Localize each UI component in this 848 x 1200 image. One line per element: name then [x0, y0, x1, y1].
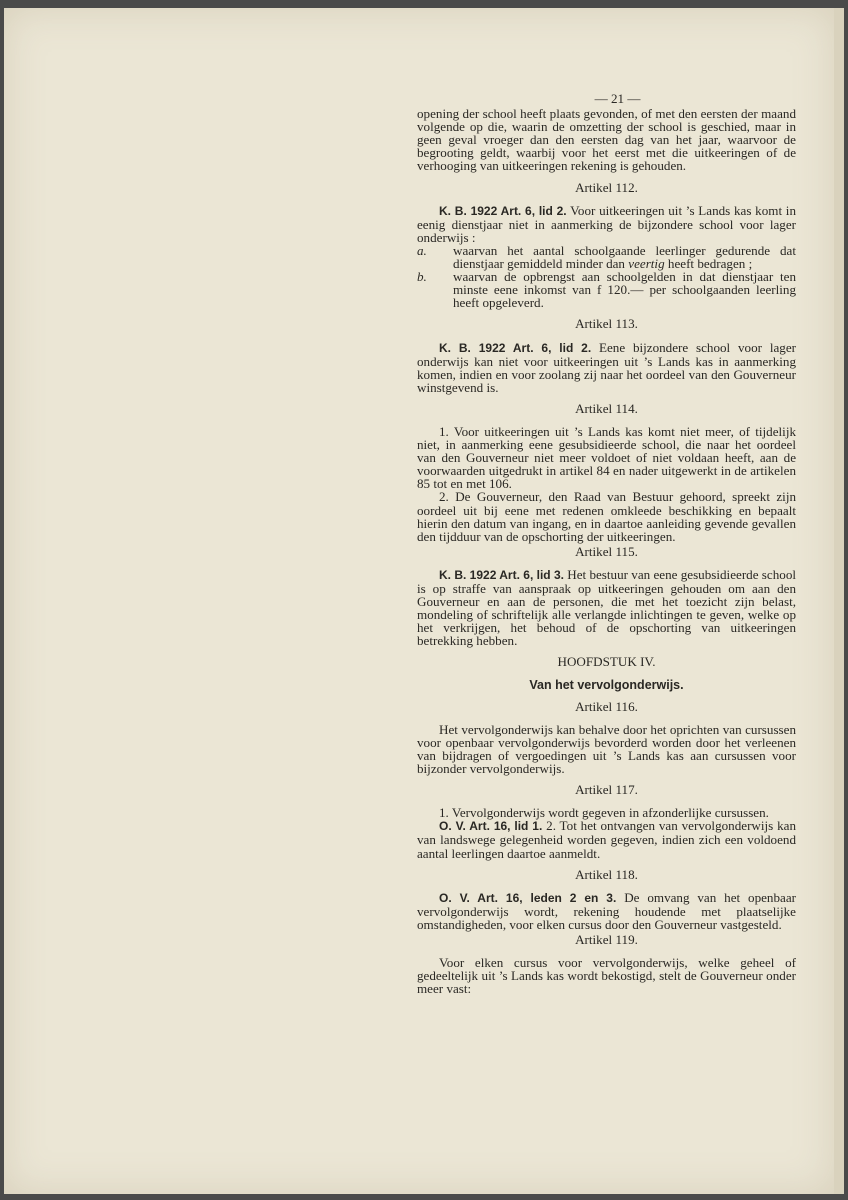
article-113-ref: K. B. 1922 Art. 6, lid 2. [439, 340, 592, 355]
article-115-ref: K. B. 1922 Art. 6, lid 3. [439, 567, 564, 582]
item-a-text-1: waarvan het aantal schoolgaande leerlinger gedurende dat dienstjaar gemiddeld minder dan [453, 242, 796, 272]
article-118-ref: O. V. Art. 16, leden 2 en 3. [439, 890, 617, 905]
item-a-label: a. [417, 242, 427, 258]
page-number: — 21 — [594, 91, 641, 106]
item-b-text: waarvan de opbrengst aan schoolgelden in dat dienstjaar ten minste eene inkomst van f 120.— per schoolgaanden leerling heeft opgeleverd. [453, 269, 796, 311]
article-118-body: De omvang van het openbaar vervolgonderwijs wordt, rekening houdende met plaatselijke omstandigheden, voor elken cursus door den Gouverneur vastgesteld. [417, 889, 797, 932]
article-115-body: Het bestuur van eene gesubsidieerde school is op straffe van aanspraak op uitkeeringen gehouden om aan den Gouverneur en aan de personen, die met het toezicht zijn belast, mondeling of schriftelijk alle verlangde inlichtingen te geven, welke op het verkrijgen, het behoud of de opschorting van uitkeeringen betrekking hebben. [417, 566, 796, 649]
chapter-heading: HOOFDSTUK IV. [557, 654, 656, 670]
article-119-heading: Artikel 119. [575, 931, 638, 947]
article-117-para-1: 1. Vervolgonderwijs wordt gegeven in afzonderlijke cursussen. [439, 805, 769, 821]
article-115-text [417, 568, 796, 648]
article-112-item-b [417, 270, 796, 309]
item-b-label: b. [417, 269, 427, 285]
article-117-heading: Artikel 117. [575, 782, 638, 798]
article-119-text: Voor elken cursus voor vervolgonderwijs, welke geheel of gedeeltelijk uit ’s Lands kas wordt bekostigd, stelt de Gouverneur onder meer vast: [417, 955, 796, 997]
article-117-ref: O. V. Art. 16, lid 1. [439, 819, 543, 834]
article-114-para-1: 1. Voor uitkeeringen uit ’s Lands kas komt niet meer, of tijdelijk niet, in aanmerking eene gesubsidieerde school, die naar het oordeel van den Gouverneur niet meer voldoet of niet voldaan heeft, aan de voorwaarden uitgedrukt in artikel 84 en nader uitgewerkt in de artikelen 85 tot en met 106. [417, 423, 796, 492]
article-118-text [417, 891, 796, 931]
article-112-item-a [417, 244, 796, 270]
article-113-body: Eene bijzondere school voor lager onderwijs kan niet voor uitkeeringen uit ’s Lands kas in aanmerking komen, indien en voor zoolang zij naar het oordeel van den Gouverneur winstgevend is. [417, 339, 796, 395]
article-115-heading: Artikel 115. [575, 543, 638, 559]
item-a-italic: veertig [628, 256, 665, 272]
page-edge [834, 8, 844, 1194]
item-a-text-2: heeft bedragen ; [664, 256, 753, 272]
article-116-text: Het vervolgonderwijs kan behalve door het oprichten van cursussen voor openbaar vervolgonderwijs bevorderd worden door het verleenen van bijdragen of vergoedingen uit ’s Lands kas aan cursussen voor bijzonder vervolgonderwijs. [417, 721, 796, 777]
article-113-heading: Artikel 113. [575, 316, 638, 332]
item-a-text [453, 244, 796, 270]
article-114-heading: Artikel 114. [575, 400, 638, 416]
article-112-heading: Artikel 112. [575, 179, 638, 195]
article-117-body: 2. Tot het ontvangen van vervolgonderwijs kan van landswege gelegenheid worden gegeven, indien zich een voldoend aantal leerlingen daartoe aanmeldt. [417, 818, 796, 861]
article-116-heading: Artikel 116. [575, 698, 638, 714]
article-112-ref: K. B. 1922 Art. 6, lid 2. [439, 203, 567, 218]
article-112-intro [417, 204, 796, 244]
article-114-para-2: 2. De Gouverneur, den Raad van Bestuur gehoord, spreekt zijn oordeel uit bij eene met redenen omkleede beschikking en bepaalt hierin den datum van ingang, en in daartoe aanleiding gevende gevallen den tijdduur van de opschorting der uitkeeringen. [417, 489, 796, 544]
text-column [417, 92, 796, 995]
article-112-intro-text: Voor uitkeeringen uit ’s Lands kas komt in eenig dienstjaar niet in aanmerking de bijzondere school voor lager onderwijs : [417, 202, 796, 245]
chapter-title: Van het vervolgonderwijs. [529, 677, 684, 692]
opening-paragraph: opening der school heeft plaats gevonden, of met den eersten der maand volgende op die, waarin de omzetting der school is geschied, maar in geen geval vroeger dan den eersten dag van het jaar, waarvoor de begrooting geldt, waarbij voor het eerst met die uitkeeringen of de verhooging van uitkeeringen rekening is gehouden. [417, 106, 796, 174]
article-117-para-2 [417, 819, 796, 859]
article-113-text [417, 341, 796, 394]
article-118-heading: Artikel 118. [575, 866, 638, 882]
